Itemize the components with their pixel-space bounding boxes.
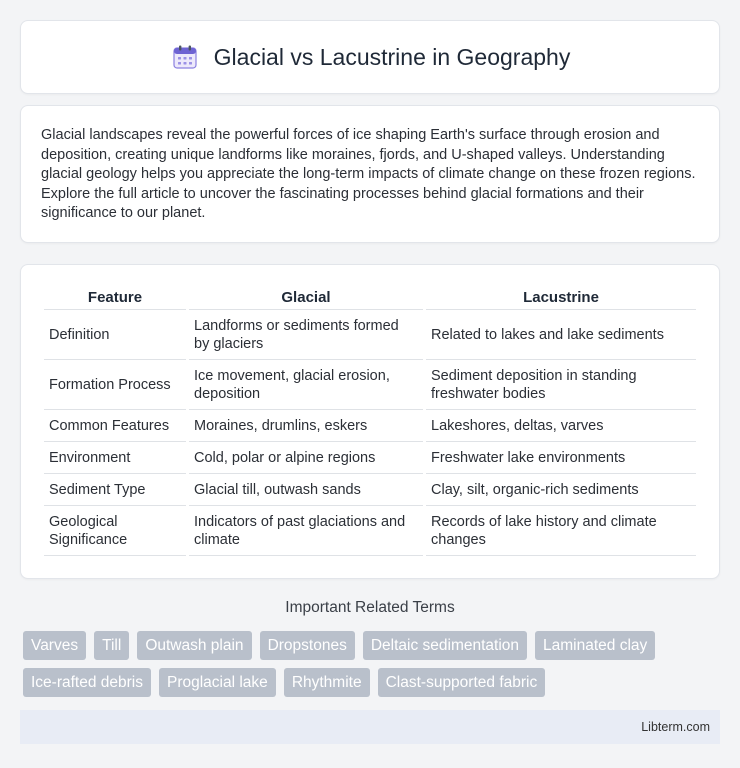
cell-glacial: Cold, polar or alpine regions xyxy=(189,442,423,474)
term-tag[interactable]: Dropstones xyxy=(260,631,355,660)
term-tag[interactable]: Laminated clay xyxy=(535,631,655,660)
table-row xyxy=(44,506,696,556)
table-header-row xyxy=(44,285,696,310)
term-tag[interactable]: Rhythmite xyxy=(284,668,370,697)
cell-feature: Geological Significance xyxy=(44,506,186,556)
cell-feature: Definition xyxy=(44,310,186,360)
related-terms-section xyxy=(20,599,720,697)
header-lacustrine: Lacustrine xyxy=(426,285,696,310)
cell-glacial: Landforms or sediments formed by glaciers xyxy=(189,310,423,360)
cell-lacustrine: Clay, silt, organic-rich sediments xyxy=(426,474,696,506)
table-row xyxy=(44,410,696,442)
table-row xyxy=(44,474,696,506)
term-tag[interactable]: Proglacial lake xyxy=(159,668,276,697)
header-feature: Feature xyxy=(44,285,186,310)
footer xyxy=(20,710,720,744)
header-glacial: Glacial xyxy=(189,285,423,310)
footer-brand-link[interactable]: Libterm.com xyxy=(641,720,710,734)
term-tag[interactable]: Deltaic sedimentation xyxy=(363,631,527,660)
related-terms-title: Important Related Terms xyxy=(285,599,455,616)
term-tag[interactable]: Clast-supported fabric xyxy=(378,668,546,697)
cell-feature: Sediment Type xyxy=(44,474,186,506)
intro-card xyxy=(20,105,720,243)
intro-text: Glacial landscapes reveal the powerful forces of ice shaping Earth's surface through erosion and deposition, creating unique landforms like moraines, fjords, and U-shaped valleys. Understanding glacial geology helps you appreciate the long-term impacts of climate change on these frozen regions. Explore the full article to uncover the fascinating processes behind glacial formations and their significance to our planet. xyxy=(41,127,696,222)
cell-lacustrine: Related to lakes and lake sediments xyxy=(426,310,696,360)
cell-feature: Environment xyxy=(44,442,186,474)
header-card xyxy=(20,20,720,94)
cell-glacial: Ice movement, glacial erosion, deposition xyxy=(189,360,423,410)
page-title: Glacial vs Lacustrine in Geography xyxy=(213,43,571,70)
comparison-table xyxy=(41,285,699,556)
cell-feature: Common Features xyxy=(44,410,186,442)
cell-glacial: Indicators of past glaciations and climate xyxy=(189,506,423,556)
comparison-table-card xyxy=(20,264,720,579)
cell-lacustrine: Sediment deposition in standing freshwater bodies xyxy=(426,360,696,410)
cell-feature: Formation Process xyxy=(44,360,186,410)
related-terms-tags xyxy=(20,631,720,697)
cell-glacial: Moraines, drumlins, eskers xyxy=(189,410,423,442)
calendar-icon xyxy=(170,42,200,72)
cell-lacustrine: Records of lake history and climate changes xyxy=(426,506,696,556)
cell-lacustrine: Freshwater lake environments xyxy=(426,442,696,474)
table-row xyxy=(44,310,696,360)
term-tag[interactable]: Ice-rafted debris xyxy=(23,668,151,697)
cell-glacial: Glacial till, outwash sands xyxy=(189,474,423,506)
table-row xyxy=(44,360,696,410)
term-tag[interactable]: Varves xyxy=(23,631,86,660)
term-tag[interactable]: Outwash plain xyxy=(137,631,251,660)
table-row xyxy=(44,442,696,474)
term-tag[interactable]: Till xyxy=(94,631,129,660)
cell-lacustrine: Lakeshores, deltas, varves xyxy=(426,410,696,442)
